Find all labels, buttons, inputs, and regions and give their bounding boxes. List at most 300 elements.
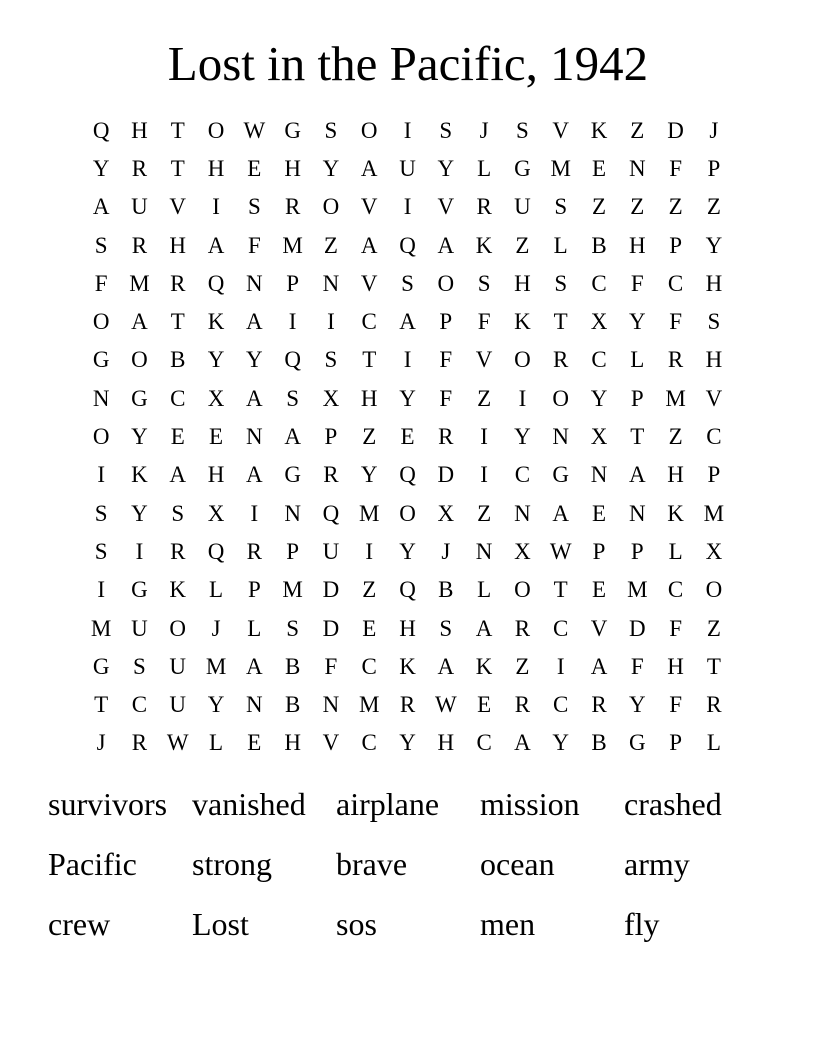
grid-letter: S [516, 117, 529, 143]
grid-letter: C [476, 730, 492, 756]
grid-letter: I [518, 385, 527, 411]
grid-letter: I [403, 117, 412, 143]
grid-letter: H [284, 155, 301, 181]
grid-letter: F [669, 155, 682, 181]
grid-letter: N [628, 500, 646, 526]
grid-letter: L [630, 347, 645, 373]
grid-letter: X [705, 538, 723, 564]
grid-letter: R [514, 692, 531, 718]
grid-letter: W [434, 692, 457, 718]
grid-letter: F [669, 615, 682, 641]
grid-letter: K [169, 577, 187, 603]
grid-letter: S [286, 615, 300, 641]
grid-letter: J [441, 538, 451, 564]
grid-letter: W [549, 538, 572, 564]
grid-letter: Q [207, 270, 225, 296]
grid-letter: R [284, 194, 301, 220]
grid-letter: E [209, 424, 224, 450]
word-bank-item: crashed [624, 786, 722, 822]
grid-letter: E [591, 500, 607, 526]
grid-letter: N [322, 692, 340, 718]
grid-letter: V [705, 385, 723, 411]
grid-letter: V [475, 347, 493, 373]
word-bank-item: men [480, 906, 536, 942]
grid-letter: K [514, 309, 531, 335]
grid-letter: Z [706, 615, 721, 641]
grid-letter: P [630, 538, 644, 564]
grid-letter: I [97, 462, 105, 488]
grid-letter: Z [591, 194, 607, 220]
grid-letter: N [284, 500, 301, 526]
grid-letter: Z [706, 194, 721, 220]
grid-letter: S [439, 117, 453, 143]
grid-letter: S [171, 500, 185, 526]
grid-letter: I [327, 309, 335, 335]
grid-letter: A [437, 653, 455, 679]
grid-letter: U [169, 692, 187, 718]
grid-letter: T [170, 117, 185, 143]
grid-letter: M [665, 385, 686, 411]
grid-letter: F [669, 309, 682, 335]
grid-letter: W [166, 730, 189, 756]
grid-letter: Y [322, 155, 340, 181]
grid-letter: S [94, 538, 108, 564]
grid-letter: M [550, 155, 571, 181]
grid-letter: K [667, 500, 684, 526]
grid-letter: R [246, 538, 262, 564]
grid-letter: Z [477, 500, 492, 526]
grid-letter: I [365, 538, 374, 564]
grid-letter: C [361, 730, 377, 756]
grid-letter: O [207, 117, 225, 143]
grid-letter: P [286, 538, 300, 564]
grid-letter: A [360, 155, 378, 181]
grid-letter: E [400, 424, 415, 450]
grid-letter: S [133, 653, 146, 679]
grid-letter: G [552, 462, 570, 488]
grid-letter: B [438, 577, 454, 603]
grid-letter: T [170, 309, 185, 335]
grid-letter: D [322, 615, 340, 641]
grid-letter: Y [628, 692, 646, 718]
grid-letter: V [552, 117, 570, 143]
grid-letter: G [284, 462, 301, 488]
grid-letter: X [437, 500, 455, 526]
grid-letter: E [591, 155, 607, 181]
grid-letter: H [667, 462, 684, 488]
grid-letter: Y [207, 692, 225, 718]
grid-letter: A [399, 309, 416, 335]
grid-letter: M [90, 615, 112, 641]
grid-letter: Y [360, 462, 378, 488]
grid-letter: V [590, 615, 608, 641]
grid-letter: A [475, 615, 493, 641]
grid-letter: J [211, 615, 221, 641]
word-bank-item: airplane [336, 786, 440, 822]
grid-letter: J [96, 730, 106, 756]
grid-letter: N [322, 270, 340, 296]
grid-letter: H [284, 730, 301, 756]
grid-letter: S [554, 270, 568, 296]
grid-letter: E [362, 615, 377, 641]
grid-letter: Q [284, 347, 301, 373]
grid-letter: L [553, 232, 568, 258]
grid-letter: J [479, 117, 489, 143]
grid-letter: H [705, 270, 723, 296]
grid-letter: H [169, 232, 187, 258]
grid-letter: M [703, 500, 725, 526]
grid-letter: O [169, 615, 187, 641]
grid-letter: U [322, 538, 340, 564]
grid-letter: Q [207, 538, 225, 564]
word-bank-item: strong [192, 846, 272, 882]
grid-letter: S [477, 270, 491, 296]
grid-letter: C [667, 270, 684, 296]
grid-letter: Z [362, 577, 377, 603]
grid-letter: E [477, 692, 492, 718]
grid-letter: O [322, 194, 340, 220]
grid-letter: I [212, 194, 220, 220]
grid-letter: F [247, 232, 261, 258]
grid-letter: T [630, 424, 645, 450]
grid-letter: R [170, 270, 186, 296]
grid-letter: O [131, 347, 148, 373]
grid-letter: Q [322, 500, 340, 526]
grid-letter: S [401, 270, 414, 296]
grid-letter: H [360, 385, 378, 411]
grid-letter: I [135, 538, 144, 564]
grid-letter: C [591, 347, 607, 373]
grid-letter: G [92, 653, 110, 679]
grid-letter: O [92, 424, 110, 450]
grid-letter: Y [246, 347, 263, 373]
grid-letter: H [514, 270, 531, 296]
grid-letter: Q [92, 117, 110, 143]
grid-letter: T [553, 577, 568, 603]
word-bank-item: mission [480, 786, 580, 822]
grid-letter: K [131, 462, 148, 488]
grid-letter: H [207, 462, 225, 488]
grid-letter: H [207, 155, 225, 181]
grid-letter: M [129, 270, 150, 296]
grid-letter: M [359, 692, 380, 718]
grid-letter: C [667, 577, 684, 603]
word-bank-item: brave [336, 846, 408, 882]
grid-letter: L [706, 730, 721, 756]
grid-letter: K [590, 117, 608, 143]
grid-letter: L [668, 538, 683, 564]
grid-letter: N [590, 462, 608, 488]
page-title: Lost in the Pacific, 1942 [167, 36, 649, 91]
grid-letter: C [170, 385, 186, 411]
grid-letter: C [131, 692, 148, 718]
grid-letter: Z [515, 653, 530, 679]
grid-letter: B [284, 692, 301, 718]
grid-letter: Z [630, 117, 645, 143]
grid-letter: A [131, 309, 148, 335]
grid-letter: C [514, 462, 531, 488]
grid-letter: M [205, 653, 227, 679]
grid-letter: S [324, 347, 338, 373]
grid-letter: A [284, 424, 301, 450]
grid-letter: L [209, 577, 224, 603]
grid-letter: K [207, 309, 225, 335]
grid-letter: G [131, 385, 148, 411]
grid-letter: Y [207, 347, 225, 373]
grid-letter: Z [477, 385, 492, 411]
grid-letter: Y [705, 232, 723, 258]
grid-letter: I [480, 424, 488, 450]
grid-letter: F [324, 653, 338, 679]
grid-letter: V [169, 194, 187, 220]
grid-letter: F [439, 385, 453, 411]
word-bank-item: fly [624, 906, 660, 942]
grid-letter: Y [628, 309, 646, 335]
grid-letter: N [246, 692, 263, 718]
grid-letter: K [475, 653, 493, 679]
grid-letter: D [437, 462, 455, 488]
grid-letter: Z [515, 232, 530, 258]
word-bank-item: vanished [192, 786, 306, 822]
grid-letter: A [514, 730, 531, 756]
grid-letter: Q [399, 232, 416, 258]
grid-letter: V [360, 194, 378, 220]
grid-letter: R [706, 692, 722, 718]
grid-letter: E [247, 155, 262, 181]
grid-letter: I [556, 653, 565, 679]
grid-letter: X [207, 385, 225, 411]
grid-letter: F [439, 347, 453, 373]
grid-letter: I [288, 309, 297, 335]
grid-letter: N [628, 155, 646, 181]
grid-letter: K [475, 232, 493, 258]
word-bank-item: survivors [48, 786, 168, 822]
grid-letter: B [284, 653, 301, 679]
grid-letter: U [131, 615, 148, 641]
grid-letter: N [475, 538, 493, 564]
grid-letter: W [243, 117, 266, 143]
grid-letter: O [399, 500, 416, 526]
grid-letter: A [169, 462, 187, 488]
grid-letter: A [437, 232, 455, 258]
grid-letter: H [667, 653, 684, 679]
grid-letter: A [207, 232, 225, 258]
grid-letter: A [92, 194, 110, 220]
grid-letter: P [439, 309, 453, 335]
grid-letter: N [514, 500, 531, 526]
grid-letter: R [476, 194, 492, 220]
grid-letter: F [477, 309, 491, 335]
grid-letter: C [706, 424, 722, 450]
grid-letter: H [705, 347, 723, 373]
grid-letter: R [514, 615, 531, 641]
grid-letter: G [284, 117, 301, 143]
grid-letter: N [246, 270, 263, 296]
grid-letter: V [322, 730, 340, 756]
grid-letter: K [399, 653, 416, 679]
grid-letter: L [247, 615, 262, 641]
grid-letter: R [553, 347, 569, 373]
grid-letter: F [669, 692, 682, 718]
letter-grid [82, 111, 733, 762]
grid-letter: S [439, 615, 453, 641]
grid-letter: Y [399, 538, 416, 564]
grid-letter: D [322, 577, 340, 603]
grid-letter: R [399, 692, 416, 718]
grid-letter: Y [514, 424, 531, 450]
grid-letter: C [591, 270, 607, 296]
grid-letter: C [553, 615, 569, 641]
grid-letter: H [437, 730, 455, 756]
grid-letter: A [246, 462, 263, 488]
grid-letter: Z [362, 424, 377, 450]
grid-letter: C [361, 653, 377, 679]
grid-letter: F [630, 653, 644, 679]
grid-letter: M [282, 577, 303, 603]
grid-letter: A [360, 232, 378, 258]
grid-letter: A [552, 500, 570, 526]
grid-letter: Y [131, 424, 148, 450]
grid-letter: R [131, 155, 148, 181]
grid-letter: A [246, 385, 263, 411]
grid-letter: P [669, 730, 682, 756]
grid-letter: I [480, 462, 488, 488]
grid-letter: O [514, 577, 531, 603]
grid-letter: F [94, 270, 108, 296]
grid-letter: R [591, 692, 607, 718]
grid-letter: Q [399, 462, 416, 488]
grid-letter: X [590, 424, 608, 450]
grid-letter: F [630, 270, 644, 296]
grid-letter: E [591, 577, 607, 603]
grid-letter: X [590, 309, 608, 335]
grid-letter: E [247, 730, 262, 756]
grid-letter: A [628, 462, 646, 488]
grid-letter: L [477, 577, 492, 603]
grid-letter: E [170, 424, 185, 450]
grid-letter: U [169, 653, 187, 679]
grid-letter: T [553, 309, 568, 335]
grid-letter: X [207, 500, 225, 526]
grid-letter: Q [399, 577, 416, 603]
grid-letter: R [667, 347, 684, 373]
grid-letter: B [591, 730, 607, 756]
grid-letter: Y [552, 730, 570, 756]
grid-letter: Z [668, 194, 683, 220]
grid-letter: O [514, 347, 531, 373]
grid-letter: X [514, 538, 531, 564]
grid-letter: A [246, 309, 263, 335]
grid-letter: U [399, 155, 416, 181]
grid-letter: R [170, 538, 186, 564]
grid-letter: A [590, 653, 608, 679]
grid-letter: S [247, 194, 261, 220]
grid-letter: G [514, 155, 531, 181]
grid-letter: Y [131, 500, 148, 526]
grid-letter: R [131, 232, 148, 258]
grid-letter: O [552, 385, 570, 411]
grid-letter: O [92, 309, 110, 335]
grid-letter: Z [323, 232, 338, 258]
grid-letter: V [437, 194, 455, 220]
grid-letter: M [627, 577, 648, 603]
grid-letter: P [669, 232, 682, 258]
grid-letter: R [323, 462, 339, 488]
grid-letter: Y [437, 155, 455, 181]
grid-letter: I [403, 347, 412, 373]
grid-letter: Y [399, 385, 416, 411]
word-bank-item: army [624, 846, 690, 882]
word-bank-item: Lost [192, 906, 249, 942]
grid-letter: P [286, 270, 300, 296]
grid-letter: S [94, 232, 108, 258]
grid-letter: S [94, 500, 108, 526]
grid-letter: G [628, 730, 646, 756]
grid-letter: T [362, 347, 377, 373]
grid-letter: N [92, 385, 110, 411]
grid-letter: T [706, 653, 721, 679]
grid-letter: P [630, 385, 644, 411]
grid-letter: G [92, 347, 110, 373]
grid-letter: H [131, 117, 148, 143]
grid-letter: U [131, 194, 148, 220]
grid-letter: Y [590, 385, 608, 411]
grid-letter: B [591, 232, 607, 258]
grid-letter: C [361, 309, 377, 335]
grid-letter: J [709, 117, 719, 143]
grid-letter: A [246, 653, 263, 679]
grid-letter: D [628, 615, 646, 641]
word-bank-item: sos [336, 906, 377, 942]
grid-letter: U [514, 194, 531, 220]
grid-letter: L [477, 155, 492, 181]
grid-letter: V [360, 270, 378, 296]
grid-letter: H [628, 232, 646, 258]
word-bank-item: Pacific [48, 846, 137, 882]
grid-letter: R [131, 730, 148, 756]
grid-letter: P [592, 538, 606, 564]
grid-letter: T [94, 692, 109, 718]
grid-letter: S [324, 117, 338, 143]
grid-letter: I [403, 194, 412, 220]
grid-letter: Z [668, 424, 683, 450]
word-bank [48, 778, 768, 958]
grid-letter: C [553, 692, 569, 718]
grid-letter: P [247, 577, 261, 603]
grid-letter: L [209, 730, 224, 756]
grid-letter: O [437, 270, 455, 296]
grid-letter: N [246, 424, 263, 450]
word-bank-item: ocean [480, 846, 555, 882]
grid-letter: Y [399, 730, 416, 756]
grid-letter: X [322, 385, 340, 411]
grid-letter: S [286, 385, 300, 411]
grid-letter: D [667, 117, 684, 143]
grid-letter: P [707, 462, 721, 488]
grid-letter: G [131, 577, 148, 603]
grid-letter: P [707, 155, 721, 181]
grid-letter: S [554, 194, 568, 220]
grid-letter: Y [92, 155, 110, 181]
grid-letter: O [360, 117, 378, 143]
grid-letter: Z [630, 194, 645, 220]
grid-letter: I [97, 577, 105, 603]
grid-letter: N [552, 424, 570, 450]
grid-letter: S [707, 309, 721, 335]
grid-letter: T [170, 155, 185, 181]
grid-letter: R [438, 424, 454, 450]
grid-letter: M [282, 232, 303, 258]
